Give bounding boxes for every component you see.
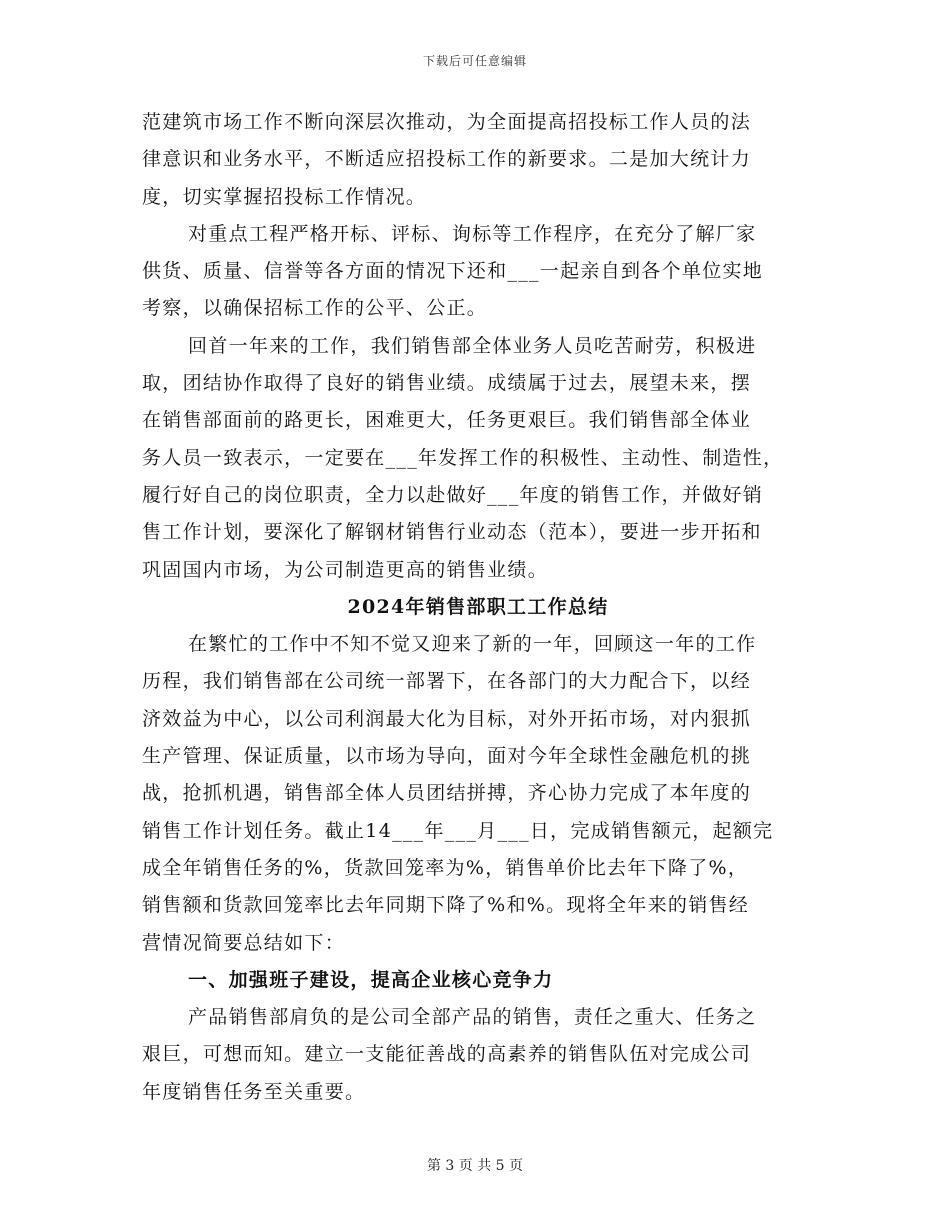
section-title: 2024年销售部职工工作总结	[347, 595, 609, 618]
text-line: 生产管理、保证质量，以市场为导向，面对今年全球性金融危机的挑	[142, 745, 752, 768]
page-header: 下载后可任意编辑	[422, 54, 527, 68]
paragraph-first-line: 对重点工程严格开标、评标、询标等工作程序，在充分了解厂家	[188, 222, 757, 245]
subsection-heading: 一、加强班子建设，提高企业核心竞争力	[188, 968, 554, 991]
paragraph-first-line: 在繁忙的工作中不知不觉又迎来了新的一年，回顾这一年的工作	[188, 633, 757, 656]
text-line: 取，团结协作取得了良好的销售业绩。成绩属于过去，展望未来，摆	[142, 372, 752, 395]
text-line: 战，抢抓机遇，销售部全体人员团结拼搏，齐心协力完成了本年度的	[142, 782, 752, 805]
text-line: 巩固国内市场，为公司制造更高的销售业绩。	[142, 558, 549, 581]
text-line: 年度销售任务至关重要。	[142, 1080, 366, 1103]
text-line: 销售额和货款回笼率比去年同期下降了%和%。现将全年来的销售经	[142, 894, 750, 917]
text-line: 在销售部面前的路更长，困难更大，任务更艰巨。我们销售部全体业	[142, 409, 752, 432]
text-line: 历程，我们销售部在公司统一部署下，在各部门的大力配合下，以经	[142, 670, 752, 693]
document-body	[142, 104, 814, 1111]
text-line: 济效益为中心，以公司利润最大化为目标，对外开拓市场，对内狠抓	[142, 707, 752, 730]
text-line: 度，切实掌握招投标工作情况。	[142, 185, 427, 208]
page-footer: 第 3 页 共 5 页	[426, 1158, 524, 1174]
text-line: 售工作计划，要深化了解钢材销售行业动态（范本），要进一步开拓和	[142, 521, 762, 544]
text-line: 范建筑市场工作不断向深层次推动，为全面提高招投标工作人员的法	[142, 111, 752, 133]
paragraph-first-line: 产品销售部肩负的是公司全部产品的销售，责任之重大、任务之	[188, 1006, 757, 1029]
text-line: 销售工作计划任务。截止14___年___月___日，完成销售额元，起额完	[142, 819, 774, 842]
text-line: 考察，以确保招标工作的公平、公正。	[142, 297, 488, 320]
text-line: 艰巨，可想而知。建立一支能征善战的高素养的销售队伍对完成公司	[142, 1043, 752, 1066]
paragraph-first-line: 回首一年来的工作，我们销售部全体业务人员吃苦耐劳，积极进	[188, 334, 757, 357]
text-line: 供货、质量、信誉等各方面的情况下还和___一起亲自到各个单位实地	[142, 260, 764, 283]
text-line: 律意识和业务水平，不断适应招投标工作的新要求。二是加大统计力	[142, 148, 752, 171]
text-line: 务人员一致表示，一定要在___年发挥工作的积极性、主动性、制造性，	[142, 446, 784, 469]
text-line: 履行好自己的岗位职责，全力以赴做好___年度的销售工作，并做好销	[142, 483, 764, 506]
text-line: 营情况简要总结如下：	[142, 931, 346, 954]
text-line: 成全年销售任务的%，货款回笼率为%，销售单价比去年下降了%，	[142, 856, 749, 879]
